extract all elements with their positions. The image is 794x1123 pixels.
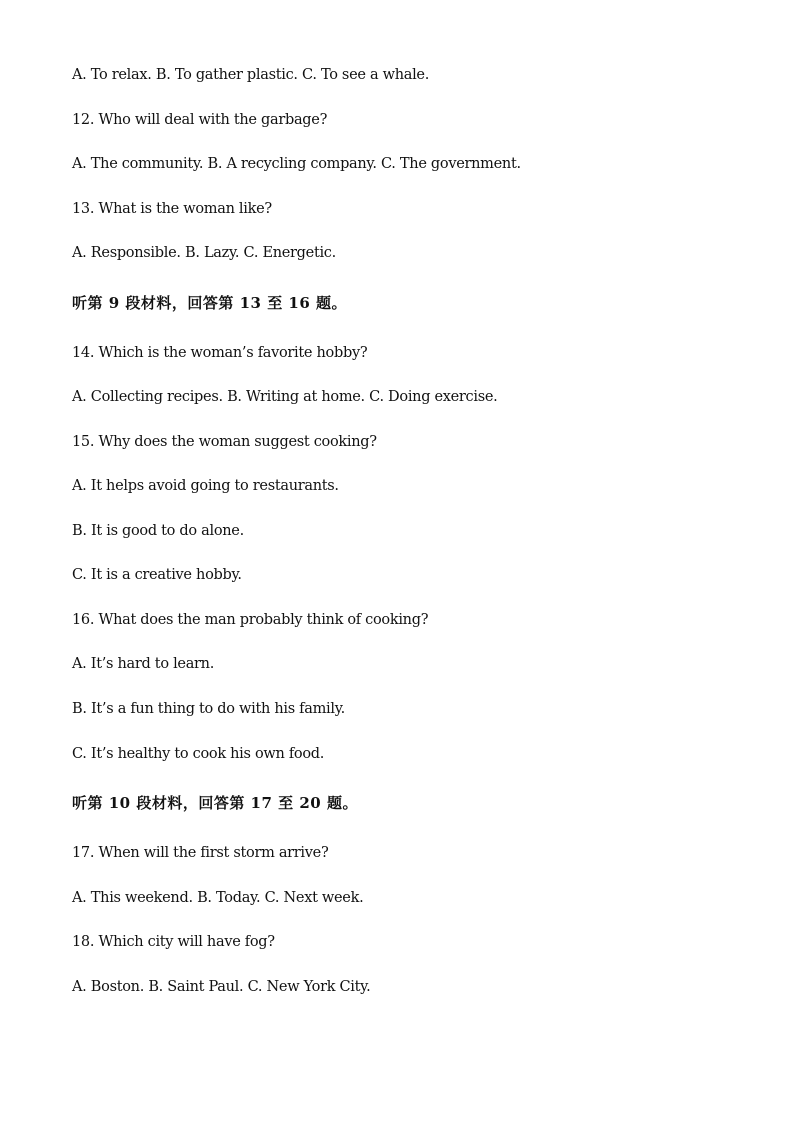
question-14: 14. Which is the woman’s favorite hobby? <box>72 345 368 361</box>
question-16: 16. What does the man probably think of cooking? <box>72 612 429 628</box>
question-15: 15. Why does the woman suggest cooking? <box>72 434 377 450</box>
answer-option-q16-c: C. It’s healthy to cook his own food. <box>72 746 325 762</box>
answer-options-q13: A. Responsible. B. Lazy. C. Energetic. <box>72 245 336 261</box>
answer-option-q15-c: C. It is a creative hobby. <box>72 567 242 583</box>
section-heading-9: 听第 9 段材料，回答第 13 至 16 题。 <box>72 294 348 312</box>
answer-option-q15-a: A. It helps avoid going to restaurants. <box>72 478 339 494</box>
answer-option-q16-b: B. It’s a fun thing to do with his family. <box>72 701 345 717</box>
question-13: 13. What is the woman like? <box>72 201 272 217</box>
question-17: 17. When will the first storm arrive? <box>72 845 329 861</box>
answer-options-q17: A. This weekend. B. Today. C. Next week. <box>72 890 364 906</box>
answer-options-q12: A. The community. B. A recycling company. C. The government. <box>72 156 521 172</box>
question-12: 12. Who will deal with the garbage? <box>72 112 328 128</box>
answer-options-q11: A. To relax. B. To gather plastic. C. To see a whale. <box>72 67 430 83</box>
question-18: 18. Which city will have fog? <box>72 934 275 950</box>
answer-option-q16-a: A. It’s hard to learn. <box>72 656 215 672</box>
answer-option-q15-b: B. It is good to do alone. <box>72 523 244 539</box>
answer-options-q14: A. Collecting recipes. B. Writing at home. C. Doing exercise. <box>72 389 498 405</box>
section-heading-10: 听第 10 段材料，回答第 17 至 20 题。 <box>72 794 358 812</box>
answer-options-q18: A. Boston. B. Saint Paul. C. New York City. <box>72 979 371 995</box>
